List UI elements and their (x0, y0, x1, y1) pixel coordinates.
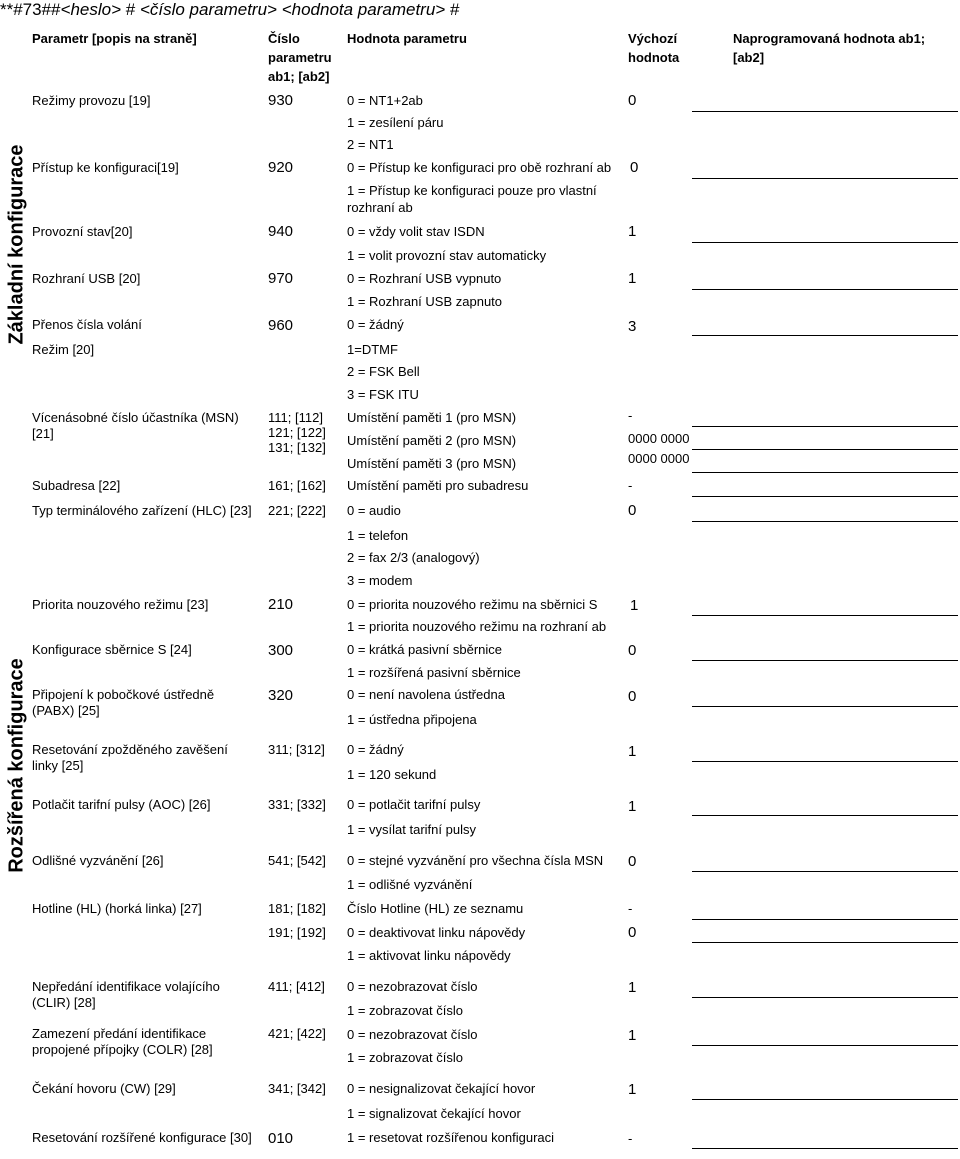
param-value: 1 = Rozhraní USB zapnuto (347, 294, 503, 309)
param-default: 3 (628, 318, 637, 335)
param-value: 1=DTMF (347, 342, 398, 357)
param-name: Připojení k pobočkové ústředně (32, 687, 215, 702)
input-line[interactable] (692, 178, 958, 179)
param-number: 940 (268, 223, 294, 240)
param-value: 1 = resetovat rozšířenou konfiguraci (347, 1130, 555, 1145)
input-line[interactable] (692, 449, 958, 450)
input-line[interactable] (692, 919, 958, 920)
param-number: 221; [222] (268, 503, 326, 518)
param-default: 0000 0000 (628, 451, 690, 466)
col-header-programmed-2: [ab2] (733, 50, 765, 65)
input-line[interactable] (692, 242, 958, 243)
param-value: 0 = deaktivovat linku nápovědy (347, 925, 526, 940)
input-line[interactable] (692, 942, 958, 943)
param-value: 1 = signalizovat čekající hovor (347, 1106, 521, 1121)
param-name: Resetování rozšířené konfigurace [30] (32, 1130, 252, 1145)
col-header-programmed-1: Naprogramovaná hodnota ab1; (733, 31, 926, 46)
param-number: 131; [132] (268, 440, 326, 455)
input-line[interactable] (692, 111, 958, 112)
param-name: [21] (32, 426, 54, 441)
param-name: (PABX) [25] (32, 703, 100, 718)
param-name: Subadresa [22] (32, 478, 121, 493)
param-default: 0 (628, 642, 637, 659)
param-value: 2 = FSK Bell (347, 364, 420, 379)
input-line[interactable] (692, 815, 958, 816)
param-default: 1 (628, 223, 637, 240)
param-number: 970 (268, 270, 294, 287)
param-number: 920 (268, 159, 294, 176)
param-number: 341; [342] (268, 1081, 326, 1096)
param-default: 0 (628, 688, 637, 705)
param-number: 111; [112] (268, 410, 323, 425)
param-value: 1 = zobrazovat číslo (347, 1050, 463, 1065)
param-value: Umístění paměti 3 (pro MSN) (347, 456, 517, 471)
param-default: 0 (628, 92, 637, 109)
param-default: 1 (628, 1027, 637, 1044)
param-value: 0 = NT1+2ab (347, 93, 423, 108)
param-value: 1 = aktivovat linku nápovědy (347, 948, 511, 963)
command-hash-end: # (449, 0, 460, 19)
param-value: 0 = nesignalizovat čekající hovor (347, 1081, 536, 1096)
param-default: - (628, 1131, 633, 1146)
input-line[interactable] (692, 1045, 958, 1046)
param-number: 930 (268, 92, 294, 109)
param-number: 210 (268, 596, 294, 613)
param-number: 010 (268, 1130, 294, 1147)
input-line[interactable] (692, 706, 958, 707)
param-number: 541; [542] (268, 853, 326, 868)
command-password: <heslo> (60, 0, 122, 19)
command-prefix: **#73## (0, 0, 61, 19)
param-value: 1 = rozšířená pasivní sběrnice (347, 665, 521, 680)
param-default: 0000 0000 (628, 431, 690, 446)
col-header-number-2: parametru (268, 50, 332, 65)
param-value: 1 = zesílení páru (347, 115, 444, 130)
param-number: 960 (268, 317, 294, 334)
param-value: 1 = zobrazovat číslo (347, 1003, 463, 1018)
input-line[interactable] (692, 289, 958, 290)
param-default: 1 (628, 743, 637, 760)
param-name: Režimy provozu [19] (32, 93, 151, 108)
param-default: 0 (630, 159, 639, 176)
param-value: 1 = odlišné vyzvánění (347, 877, 473, 892)
param-value: 0 = nezobrazovat číslo (347, 979, 478, 994)
param-default: 0 (628, 853, 637, 870)
param-name: Rozhraní USB [20] (32, 271, 141, 286)
input-line[interactable] (692, 761, 958, 762)
param-default: - (628, 408, 633, 423)
param-name: propojené přípojky (COLR) [28] (32, 1042, 213, 1057)
param-name: Hotline (HL) (horká linka) [27] (32, 901, 202, 916)
input-line[interactable] (692, 660, 958, 661)
param-value: 0 = krátká pasivní sběrnice (347, 642, 502, 657)
param-default: 1 (630, 597, 639, 614)
section-label-basic: Základní konfigurace (5, 144, 28, 345)
param-name: Odlišné vyzvánění [26] (32, 853, 164, 868)
param-name: Přenos čísla volání (32, 317, 142, 332)
param-default: - (628, 901, 633, 916)
param-name: Přístup ke konfiguraci[19] (32, 160, 179, 175)
param-value: 1 = 120 sekund (347, 767, 437, 782)
param-name: Potlačit tarifní pulsy (AOC) [26] (32, 797, 211, 812)
command-param-number: <číslo parametru> (139, 0, 277, 19)
param-name: Režim [20] (32, 342, 95, 357)
param-value: rozhraní ab (347, 200, 413, 215)
param-name: Resetování zpožděného zavěšení (32, 742, 228, 757)
param-name: Vícenásobné číslo účastníka (MSN) (32, 410, 239, 425)
param-value: 0 = nezobrazovat číslo (347, 1027, 478, 1042)
command-header (0, 0, 459, 20)
param-value: Umístění paměti pro subadresu (347, 478, 529, 493)
param-default: 1 (628, 1081, 637, 1098)
param-value: 0 = vždy volit stav ISDN (347, 224, 485, 239)
param-value: 1 = vysílat tarifní pulsy (347, 822, 476, 837)
param-value: 3 = FSK ITU (347, 387, 419, 402)
param-value: 2 = fax 2/3 (analogový) (347, 550, 480, 565)
param-name: Provozní stav[20] (32, 224, 133, 239)
input-line[interactable] (692, 521, 958, 522)
param-default: 0 (628, 924, 637, 941)
param-number: 411; [412] (268, 979, 325, 994)
input-line[interactable] (692, 496, 958, 497)
param-default: 0 (628, 502, 637, 519)
param-default: 1 (628, 270, 637, 287)
param-value: 0 = stejné vyzvánění pro všechna čísla MSN (347, 853, 604, 868)
param-number: 300 (268, 642, 294, 659)
param-name: Zamezení předání identifikace (32, 1026, 207, 1041)
param-value: 1 = Přístup ke konfiguraci pouze pro vlastní (347, 183, 597, 198)
param-value: 0 = není navolena ústředna (347, 687, 505, 702)
param-default: 1 (628, 798, 637, 815)
param-value: 3 = modem (347, 573, 413, 588)
param-value: 0 = potlačit tarifní pulsy (347, 797, 481, 812)
param-value: 1 = telefon (347, 528, 409, 543)
input-line[interactable] (692, 871, 958, 872)
param-number: 331; [332] (268, 797, 326, 812)
param-number: 421; [422] (268, 1026, 326, 1041)
param-value: 1 = priorita nouzového režimu na rozhraní ab (347, 619, 607, 634)
input-line[interactable] (692, 615, 958, 616)
param-value: 0 = žádný (347, 317, 404, 332)
input-line[interactable] (692, 997, 958, 998)
param-number: 161; [162] (268, 478, 326, 493)
col-header-default-2: hodnota (628, 50, 680, 65)
col-header-number-1: Číslo (268, 31, 300, 46)
command-param-value: <hodnota parametru> (281, 0, 446, 19)
param-name: Konfigurace sběrnice S [24] (32, 642, 192, 657)
section-label-extended: Rozšířená konfigurace (5, 658, 28, 873)
col-header-param: Parametr [popis na straně] (32, 31, 197, 46)
param-number: 311; [312] (268, 742, 325, 757)
col-header-number-3: ab1; [ab2] (268, 69, 330, 84)
input-line[interactable] (692, 1148, 958, 1149)
param-value: Umístění paměti 2 (pro MSN) (347, 433, 517, 448)
param-value: 2 = NT1 (347, 137, 394, 152)
param-value: 0 = priorita nouzového režimu na sběrnici S (347, 597, 598, 612)
param-value: Umístění paměti 1 (pro MSN) (347, 410, 517, 425)
param-name: (CLIR) [28] (32, 995, 96, 1010)
param-default: 1 (628, 979, 637, 996)
param-value: 0 = žádný (347, 742, 404, 757)
param-value: 0 = audio (347, 503, 401, 518)
param-value: 1 = ústředna připojena (347, 712, 477, 727)
param-name: Nepředání identifikace volajícího (32, 979, 220, 994)
param-number: 320 (268, 687, 294, 704)
param-name: linky [25] (32, 758, 84, 773)
input-line[interactable] (692, 426, 958, 427)
param-number: 181; [182] (268, 901, 326, 916)
command-hash: # (125, 0, 136, 19)
param-value: 1 = volit provozní stav automaticky (347, 248, 547, 263)
param-name: Priorita nouzového režimu [23] (32, 597, 209, 612)
col-header-default-1: Výchozí (628, 31, 678, 46)
input-line[interactable] (692, 1099, 958, 1100)
param-number: 191; [192] (268, 925, 326, 940)
param-value: Číslo Hotline (HL) ze seznamu (347, 901, 524, 916)
param-name: Čekání hovoru (CW) [29] (32, 1081, 176, 1096)
param-default: - (628, 478, 633, 493)
param-name: Typ terminálového zařízení (HLC) [23] (32, 503, 252, 518)
col-header-value: Hodnota parametru (347, 31, 467, 46)
param-value: 0 = Rozhraní USB vypnuto (347, 271, 502, 286)
param-number: 121; [122] (268, 425, 326, 440)
param-value: 0 = Přístup ke konfiguraci pro obě rozhraní ab (347, 160, 612, 175)
input-line[interactable] (692, 472, 958, 473)
input-line[interactable] (692, 335, 958, 336)
